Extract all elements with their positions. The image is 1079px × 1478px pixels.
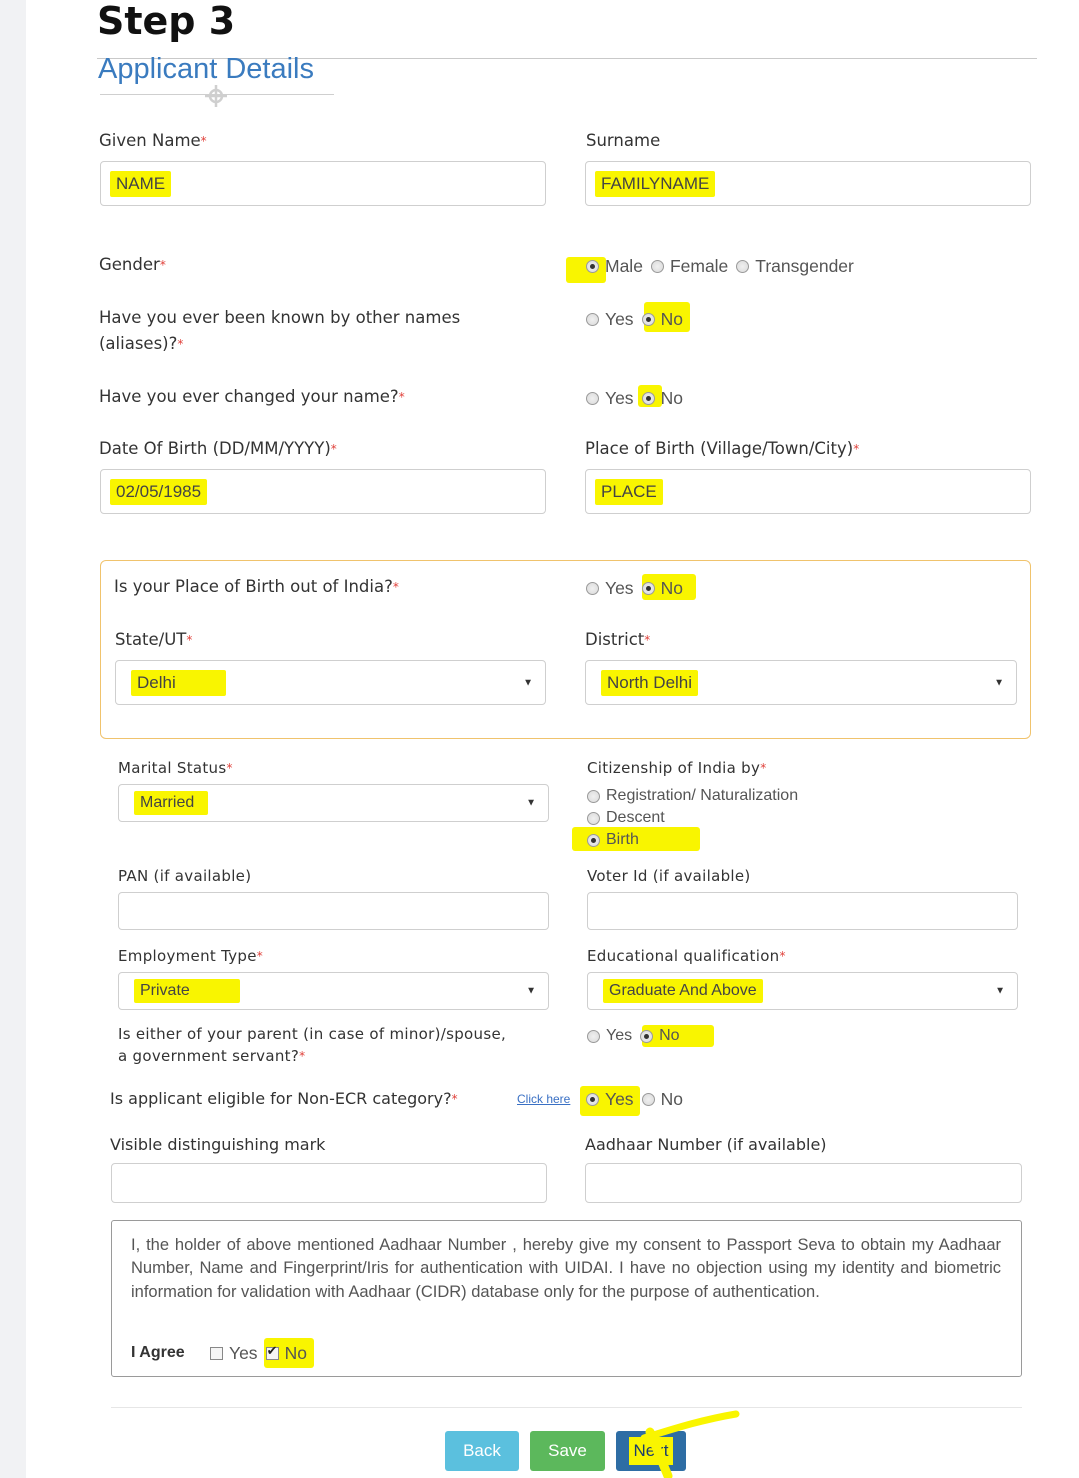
surname-label: Surname bbox=[586, 131, 661, 150]
education-label: Educational qualification* bbox=[587, 947, 786, 965]
caret-down-icon: ▼ bbox=[994, 677, 1004, 688]
employment-value: Private bbox=[134, 979, 240, 1003]
changed-name-yes[interactable]: Yes bbox=[586, 388, 634, 409]
left-margin bbox=[0, 0, 26, 1478]
changed-name-label: Have you ever changed your name?* bbox=[99, 387, 405, 406]
place-of-birth-input[interactable] bbox=[585, 469, 1031, 514]
radio-selected-icon[interactable] bbox=[642, 313, 655, 326]
given-name-input[interactable] bbox=[100, 161, 546, 206]
state-value: Delhi bbox=[131, 670, 226, 696]
state-label: State/UT* bbox=[115, 630, 193, 649]
radio-selected-icon[interactable] bbox=[587, 834, 600, 847]
caret-down-icon: ▼ bbox=[523, 677, 533, 688]
footer-divider bbox=[111, 1407, 1022, 1408]
pan-input[interactable] bbox=[118, 892, 549, 930]
agree-label: I Agree bbox=[131, 1344, 185, 1361]
govt-servant-label: Is either of your parent (in case of minor)/spouse, a government servant?* bbox=[118, 1025, 507, 1065]
citizenship-registration[interactable]: Registration/ Naturalization bbox=[587, 785, 798, 807]
citizenship-descent[interactable]: Descent bbox=[587, 807, 798, 829]
next-label: Next bbox=[629, 1437, 674, 1465]
checkmark-icon[interactable] bbox=[266, 1347, 279, 1360]
radio-selected-icon[interactable] bbox=[642, 582, 655, 595]
agree-yes[interactable]: Yes bbox=[210, 1343, 258, 1364]
caret-down-icon: ▼ bbox=[526, 985, 536, 997]
gender-radio-group bbox=[586, 254, 862, 278]
consent-text: I, the holder of above mentioned Aadhaar Number , hereby give my consent to Passport Seva to obtain my Aadhaar Number, Name and Fingerprint/Iris for authentication with UIDAI. I have no objection using my identity and biometric information for validation with Aadhaar (CIDR) database only for the purpose of authentication. bbox=[131, 1236, 1001, 1301]
district-value: North Delhi bbox=[601, 670, 698, 696]
move-icon[interactable] bbox=[204, 84, 228, 108]
marital-status-select[interactable] bbox=[118, 784, 549, 822]
aadhaar-label: Aadhaar Number (if available) bbox=[585, 1135, 827, 1154]
given-name-label: Given Name* bbox=[99, 131, 207, 150]
radio-selected-icon[interactable] bbox=[586, 260, 599, 273]
distinguishing-mark-label: Visible distinguishing mark bbox=[110, 1135, 326, 1154]
changed-name-radio-group bbox=[586, 386, 691, 410]
gender-transgender[interactable]: Transgender bbox=[736, 256, 854, 277]
radio-icon[interactable] bbox=[587, 790, 600, 803]
dob-label: Date Of Birth (DD/MM/YYYY)* bbox=[99, 439, 337, 458]
checkbox-icon[interactable] bbox=[210, 1347, 223, 1360]
radio-selected-icon[interactable] bbox=[640, 1030, 653, 1043]
place-of-birth-value: PLACE bbox=[595, 479, 663, 505]
marital-status-label: Marital Status* bbox=[118, 759, 233, 777]
education-value: Graduate And Above bbox=[603, 979, 763, 1003]
citizenship-radio-group bbox=[587, 785, 806, 851]
changed-name-no[interactable]: No bbox=[642, 388, 683, 409]
employment-select[interactable] bbox=[118, 972, 549, 1010]
non-ecr-label: Is applicant eligible for Non-ECR category?* bbox=[110, 1089, 458, 1108]
education-select[interactable] bbox=[587, 972, 1018, 1010]
pan-label: PAN (if available) bbox=[118, 867, 252, 885]
radio-icon[interactable] bbox=[586, 392, 599, 405]
govt-servant-radio-group bbox=[587, 1025, 688, 1047]
radio-icon[interactable] bbox=[642, 1093, 655, 1106]
aliases-label: Have you ever been known by other names (aliases)?* bbox=[99, 308, 461, 353]
caret-down-icon: ▼ bbox=[526, 797, 536, 809]
birth-out-of-india-radio-group bbox=[586, 576, 691, 600]
radio-icon[interactable] bbox=[587, 1030, 600, 1043]
aliases-yes[interactable]: Yes bbox=[586, 309, 634, 330]
click-here-link[interactable]: Click here bbox=[517, 1092, 571, 1106]
govt-servant-yes[interactable]: Yes bbox=[587, 1027, 632, 1045]
back-button[interactable]: Back bbox=[445, 1431, 519, 1471]
marital-status-value: Married bbox=[134, 791, 208, 815]
radio-selected-icon[interactable] bbox=[586, 1093, 599, 1106]
gender-label: Gender* bbox=[99, 255, 166, 274]
caret-down-icon: ▼ bbox=[995, 985, 1005, 997]
govt-servant-no[interactable]: No bbox=[640, 1027, 679, 1045]
aadhaar-input[interactable] bbox=[585, 1163, 1022, 1203]
radio-icon[interactable] bbox=[587, 812, 600, 825]
distinguishing-mark-input[interactable] bbox=[111, 1163, 547, 1203]
agree-checkbox-group bbox=[210, 1341, 315, 1365]
aliases-no[interactable]: No bbox=[642, 309, 683, 330]
state-select[interactable] bbox=[115, 660, 546, 705]
non-ecr-radio-group bbox=[586, 1087, 691, 1111]
birth-out-of-india-yes[interactable]: Yes bbox=[586, 578, 634, 599]
dob-input[interactable] bbox=[100, 469, 546, 514]
non-ecr-no[interactable]: No bbox=[642, 1089, 683, 1110]
radio-icon[interactable] bbox=[586, 313, 599, 326]
citizenship-label: Citizenship of India by* bbox=[587, 759, 767, 777]
place-of-birth-label: Place of Birth (Village/Town/City)* bbox=[585, 439, 860, 458]
radio-icon[interactable] bbox=[736, 260, 749, 273]
annotation-scribble bbox=[640, 1410, 740, 1478]
section-title: Applicant Details bbox=[98, 53, 314, 85]
aliases-radio-group bbox=[586, 307, 691, 331]
gender-female[interactable]: Female bbox=[651, 256, 728, 277]
voter-id-label: Voter Id (if available) bbox=[587, 867, 751, 885]
citizenship-birth[interactable]: Birth bbox=[587, 829, 798, 851]
surname-input[interactable] bbox=[585, 161, 1031, 206]
step-title: Step 3 bbox=[97, 0, 236, 43]
birth-out-of-india-label: Is your Place of Birth out of India?* bbox=[114, 577, 399, 596]
district-label: District* bbox=[585, 630, 651, 649]
agree-no[interactable]: ✔ No bbox=[266, 1343, 307, 1364]
radio-icon[interactable] bbox=[651, 260, 664, 273]
surname-value: FAMILYNAME bbox=[595, 171, 715, 197]
save-button[interactable]: Save bbox=[530, 1431, 605, 1471]
given-name-value: NAME bbox=[110, 171, 171, 197]
district-select[interactable] bbox=[585, 660, 1017, 705]
dob-value: 02/05/1985 bbox=[110, 479, 207, 505]
employment-label: Employment Type* bbox=[118, 947, 264, 965]
radio-icon[interactable] bbox=[586, 582, 599, 595]
birth-out-of-india-no[interactable]: No bbox=[642, 578, 683, 599]
voter-id-input[interactable] bbox=[587, 892, 1018, 930]
gender-male[interactable]: Male bbox=[586, 256, 643, 277]
radio-selected-icon[interactable] bbox=[642, 392, 655, 405]
non-ecr-yes[interactable]: Yes bbox=[586, 1089, 634, 1110]
